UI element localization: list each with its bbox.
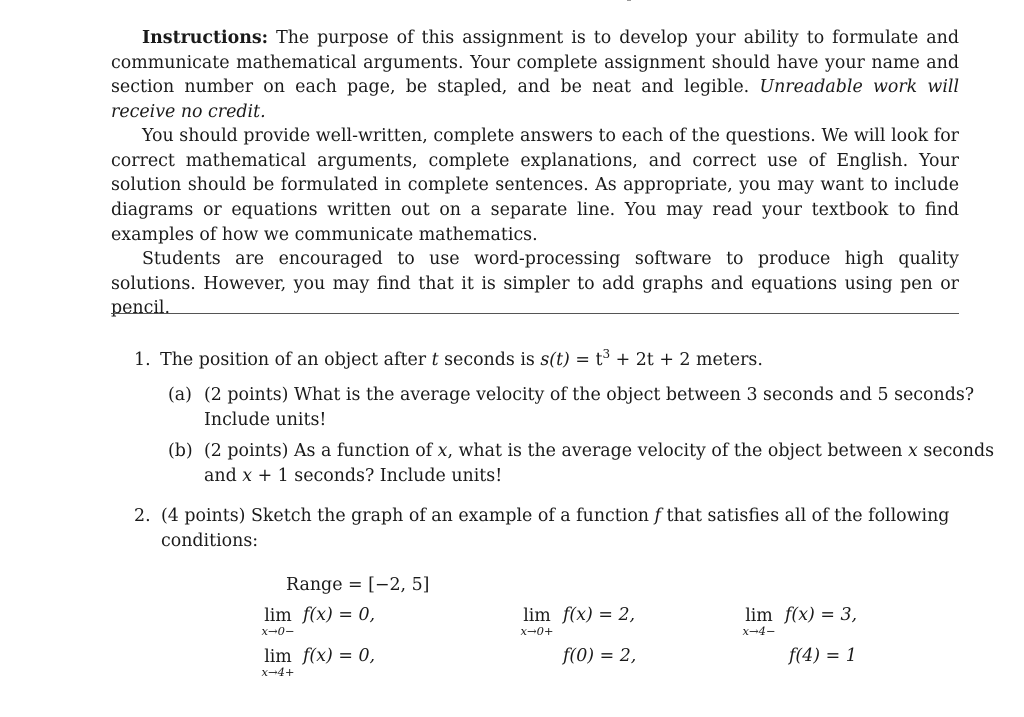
problem-2-text-b: that satisfies all of the following <box>660 506 950 526</box>
problem-2-line-2: conditions: <box>161 531 259 551</box>
part-b-text-c: seconds <box>917 441 995 461</box>
position-function-tail: + 2t + 2 <box>610 350 691 370</box>
problem-2-stem <box>134 504 959 551</box>
limit-2-expression: f(x) = 2, <box>563 605 636 625</box>
limit-1-subscript: x→0− <box>261 624 295 638</box>
limit-4-subscript: x→4+ <box>261 665 295 679</box>
limit-1 <box>254 607 302 637</box>
limit-3-subscript: x→4− <box>742 624 776 638</box>
problem-1-text-b: seconds is <box>438 350 541 370</box>
page-mark <box>627 0 631 4</box>
position-function-rhs: = t <box>569 350 603 370</box>
range-condition: Range = [−2, 5] <box>286 575 430 595</box>
limit-4-expression: f(x) = 0, <box>303 646 376 666</box>
part-b-text-d: and <box>204 466 243 486</box>
part-b-var-x: x <box>437 441 448 461</box>
limit-2-subscript: x→0+ <box>520 624 554 638</box>
part-b-line-1 <box>204 439 994 464</box>
position-function-lhs: s(t) <box>540 350 570 370</box>
part-b-text-a: (2 points) As a function of <box>204 441 438 461</box>
problem-2-text-a: (4 points) Sketch the graph of an example of a function <box>161 506 655 526</box>
part-b-text-e: + 1 seconds? Include units! <box>252 466 503 486</box>
problem-1-number: 1. <box>134 350 151 370</box>
problem-1a <box>168 383 975 430</box>
limit-1-word: lim <box>264 606 292 626</box>
limit-4 <box>254 648 302 678</box>
instructions-paragraph <box>111 26 959 125</box>
instructions-label: Instructions: <box>142 28 269 48</box>
problem-2-var-f: f <box>654 506 661 526</box>
position-function-exponent: 3 <box>602 347 611 361</box>
problem-2-line-1 <box>161 504 949 529</box>
limit-3-word: lim <box>745 606 773 626</box>
problem-1-text-c: meters. <box>690 350 763 370</box>
limit-4-word: lim <box>264 647 292 667</box>
limit-1-expression: f(x) = 0, <box>303 605 376 625</box>
instructions-text: The purpose of this assignment is to develop your ability to formulate and communicate mathematical arguments. Your complete assignment should have your name and section number on each page, be stapled, and be neat and legible. <box>111 28 959 98</box>
answers-paragraph: You should provide well-written, complete answers to each of the questions. We will look for correct mathematical arguments, complete explanations, and correct use of English. Your solution should be formulated in complete sentences. As appropriate, you may want to include diagrams or equations written out on a separate line. You may read your textbook to find examples of how we communicate mathematics. <box>111 126 959 245</box>
problem-1-var-t: t <box>431 350 439 370</box>
instructions-warning: Unreadable work will receive no credit. <box>111 77 960 123</box>
part-b-line-2 <box>204 464 502 489</box>
value-at-4: f(4) = 1 <box>789 646 857 666</box>
part-b-label: (b) <box>168 441 193 461</box>
problem-2-number: 2. <box>134 506 151 526</box>
part-a-label: (a) <box>168 385 192 405</box>
part-a-line-2: Include units! <box>204 410 327 430</box>
limit-3 <box>735 607 783 637</box>
problem-1-text-a: The position of an object after <box>160 350 432 370</box>
value-at-0: f(0) = 2, <box>563 646 637 666</box>
limit-2-word: lim <box>523 606 551 626</box>
software-paragraph: Students are encouraged to use word-processing software to produce high quality solutions. However, you may find that it is simpler to add graphs and equations using pen or pencil. <box>111 249 959 319</box>
problem-1b <box>168 439 995 486</box>
limit-3-expression: f(x) = 3, <box>785 605 858 625</box>
section-divider <box>111 313 959 314</box>
problem-1-stem <box>134 342 959 373</box>
part-a-line-1: (2 points) What is the average velocity of the object between 3 seconds and 5 seconds? <box>204 385 975 405</box>
part-b-var-x3: x <box>242 466 253 486</box>
limit-2 <box>513 607 561 637</box>
problem-1-text <box>160 347 763 370</box>
part-b-var-x2: x <box>908 441 918 461</box>
part-b-text-b: , what is the average velocity of the object between <box>447 441 909 461</box>
